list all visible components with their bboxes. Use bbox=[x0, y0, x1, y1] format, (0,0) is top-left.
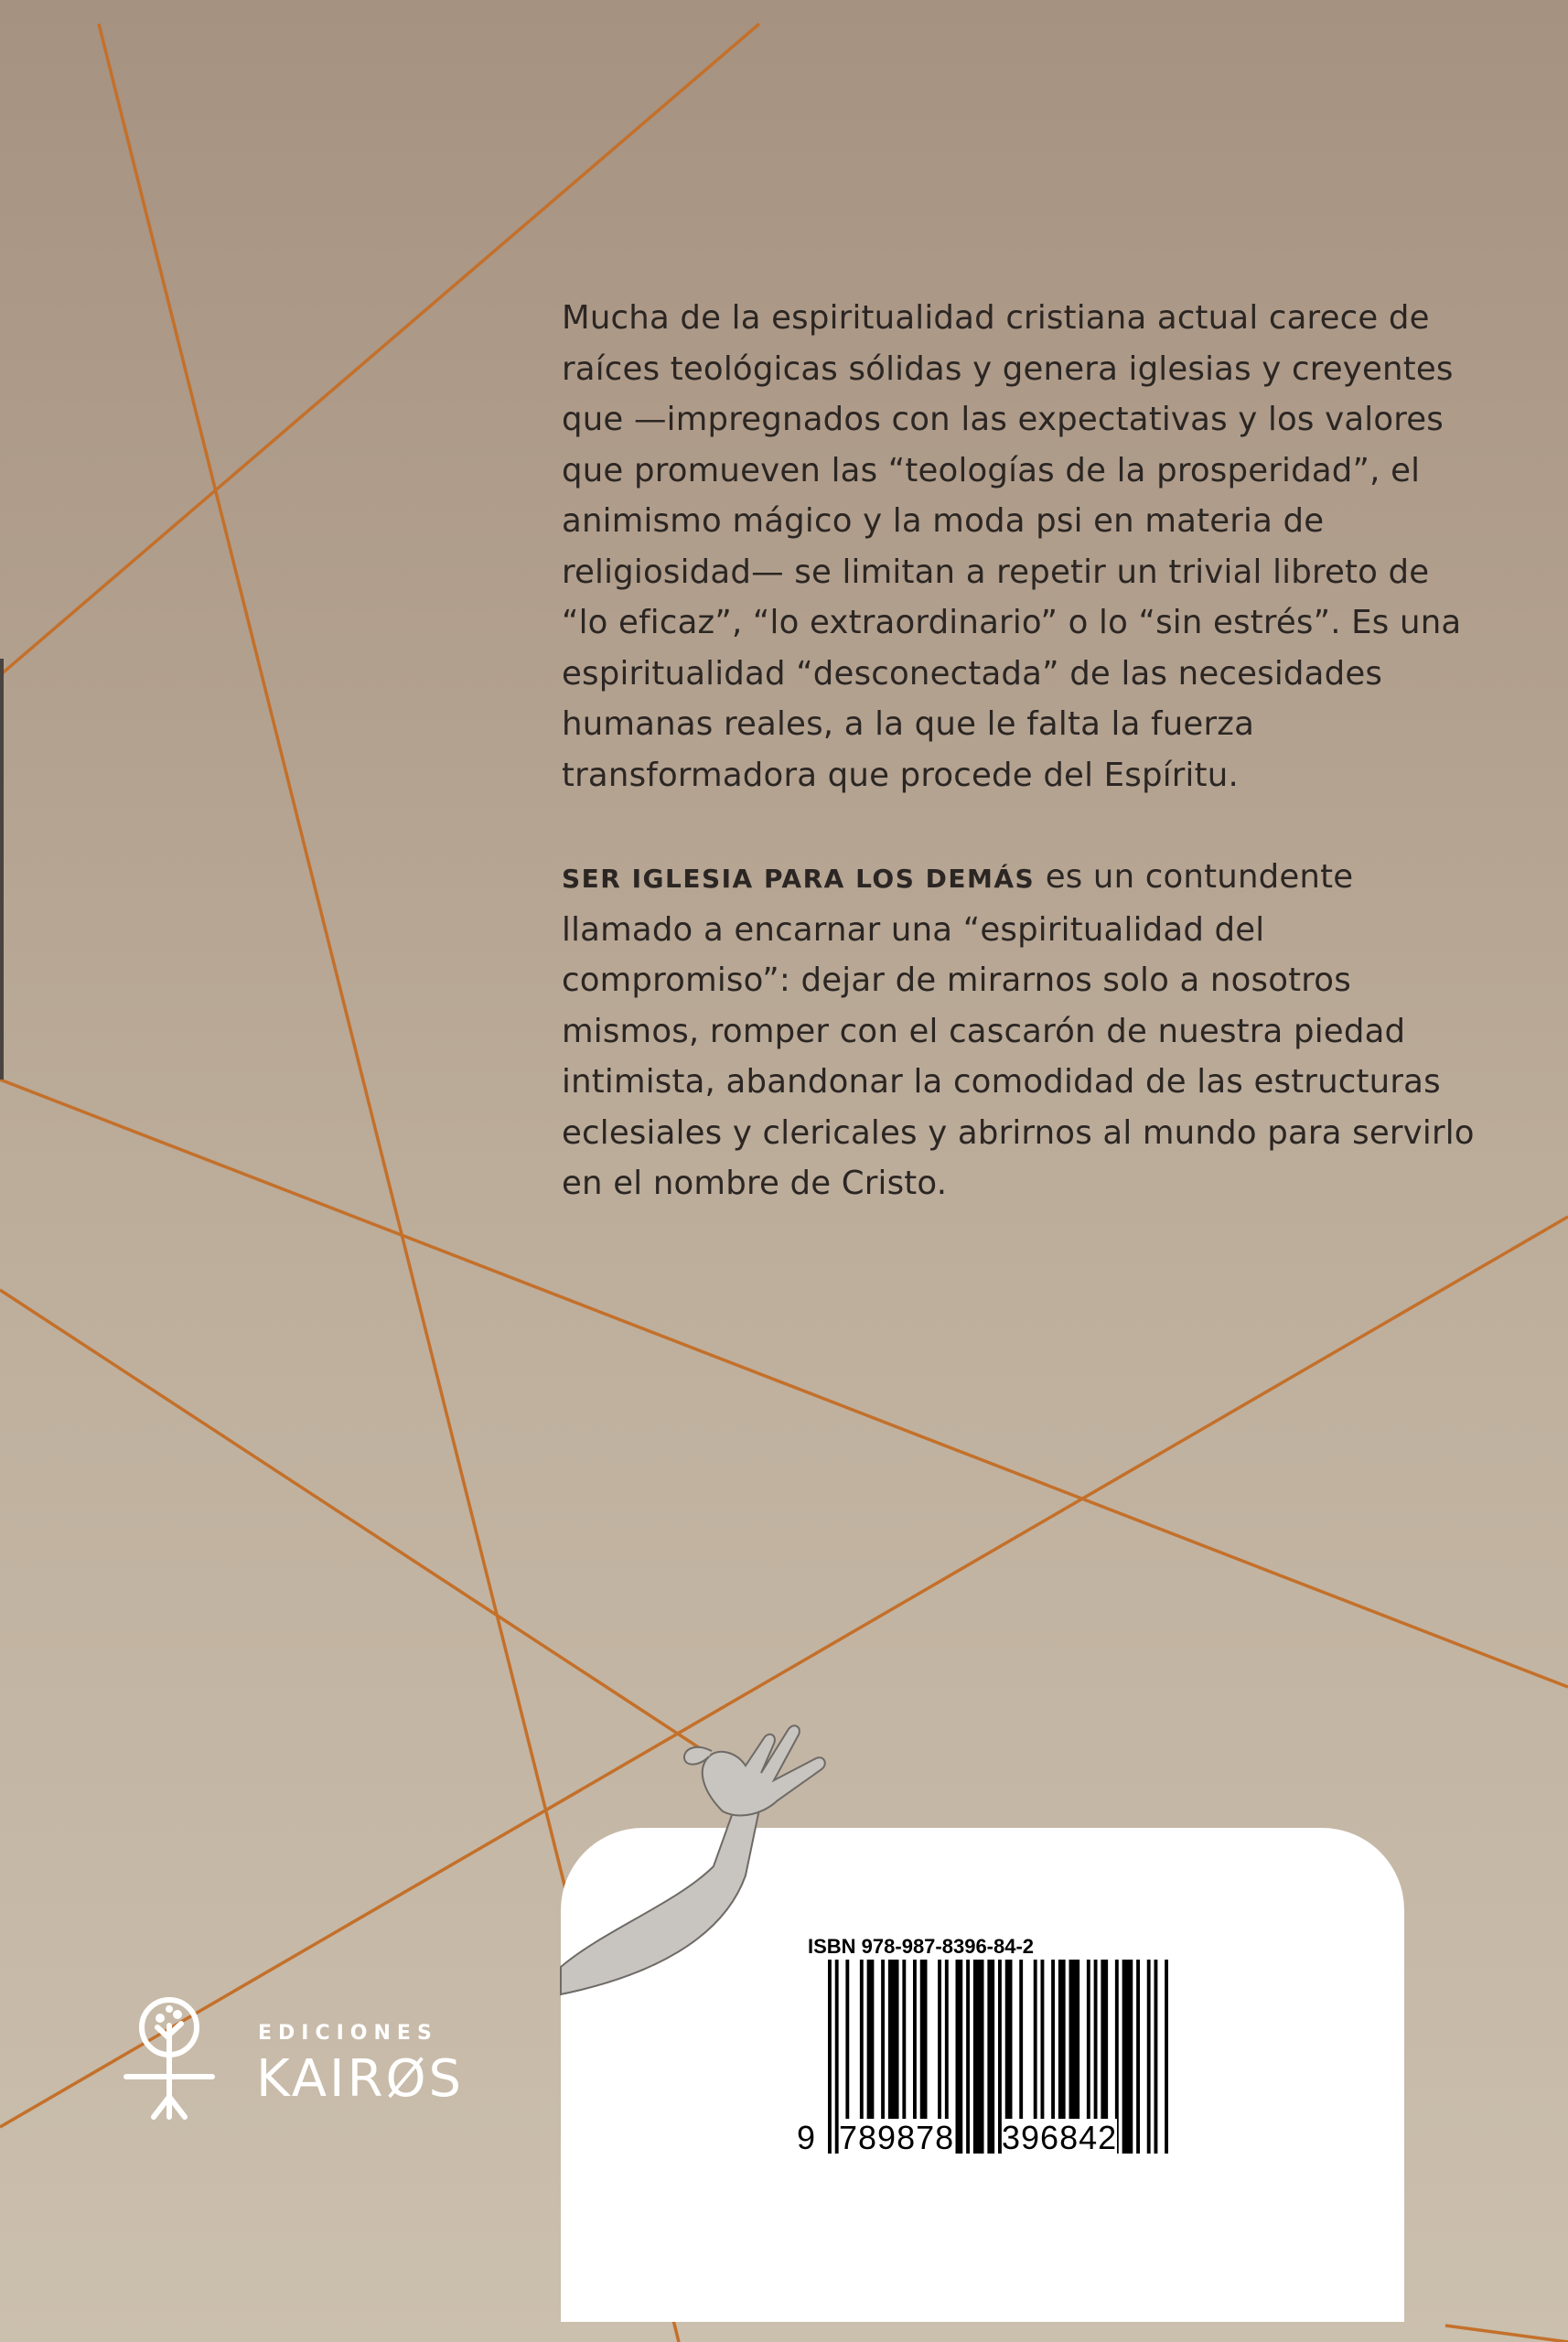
publisher-label: EDICIONES bbox=[258, 2022, 438, 2045]
barcode-bar bbox=[966, 1960, 970, 2154]
isbn-label: ISBN 978-987-8396-84-2 bbox=[808, 1935, 1035, 1958]
back-cover-blurb bbox=[562, 293, 1477, 1209]
barcode-digit-first: 9 bbox=[797, 2119, 817, 2156]
barcode-bar bbox=[973, 1960, 984, 2154]
diagonal-line bbox=[1445, 2326, 1568, 2342]
barcode-bar bbox=[1165, 1960, 1168, 2154]
book-title-inline: SER IGLESIA PARA LOS DEMÁS bbox=[562, 864, 1036, 894]
publisher-name: KAIRØS bbox=[256, 2049, 465, 2109]
barcode-bar bbox=[1136, 1960, 1140, 2154]
barcode-bar bbox=[987, 1960, 994, 2154]
blurb-paragraph-2-text: es un contundente llamado a encarnar una “espiritualidad del compromiso”: dejar de mirarnos solo a nosotros mismos, romper con el cascarón de nuestra piedad intimista, abandonar la comodidad de las estructuras eclesiales y clericales y abrirnos al mundo para servirlo en el nombre de Cristo. bbox=[562, 858, 1475, 1202]
barcode-bar bbox=[956, 1960, 963, 2154]
barcode-bar bbox=[828, 1960, 832, 2154]
raised-hand-illustration bbox=[549, 1692, 851, 2086]
barcode-digits-right: 396842 bbox=[1002, 2119, 1118, 2156]
barcode-bar bbox=[1147, 1960, 1151, 2154]
spine-edge-strip bbox=[0, 659, 4, 1080]
barcode-bar bbox=[1155, 1960, 1158, 2154]
blurb-paragraph-2 bbox=[562, 852, 1477, 1209]
blurb-paragraph-1: Mucha de la espiritualidad cristiana actual carece de raíces teológicas sólidas y genera iglesias y creyentes que —impregnados con las expectativas y los valores que promueven las “teologías de la prosperidad”, el animismo mágico y la moda psi en materia de religiosidad— se limitan a repetir un trivial libreto de “lo eficaz”, “lo extraordinario” o lo “sin estrés”. Es una espiritualidad “desconectada” de las necesidades humanas reales, a la que le falta la fuerza transformadora que procede del Espíritu. bbox=[562, 299, 1462, 794]
barcode-bar bbox=[1122, 1960, 1133, 2154]
publisher-logo bbox=[119, 1994, 467, 2122]
tree-person-icon bbox=[119, 1994, 220, 2122]
barcode-digits-left: 789878 bbox=[839, 2119, 955, 2156]
